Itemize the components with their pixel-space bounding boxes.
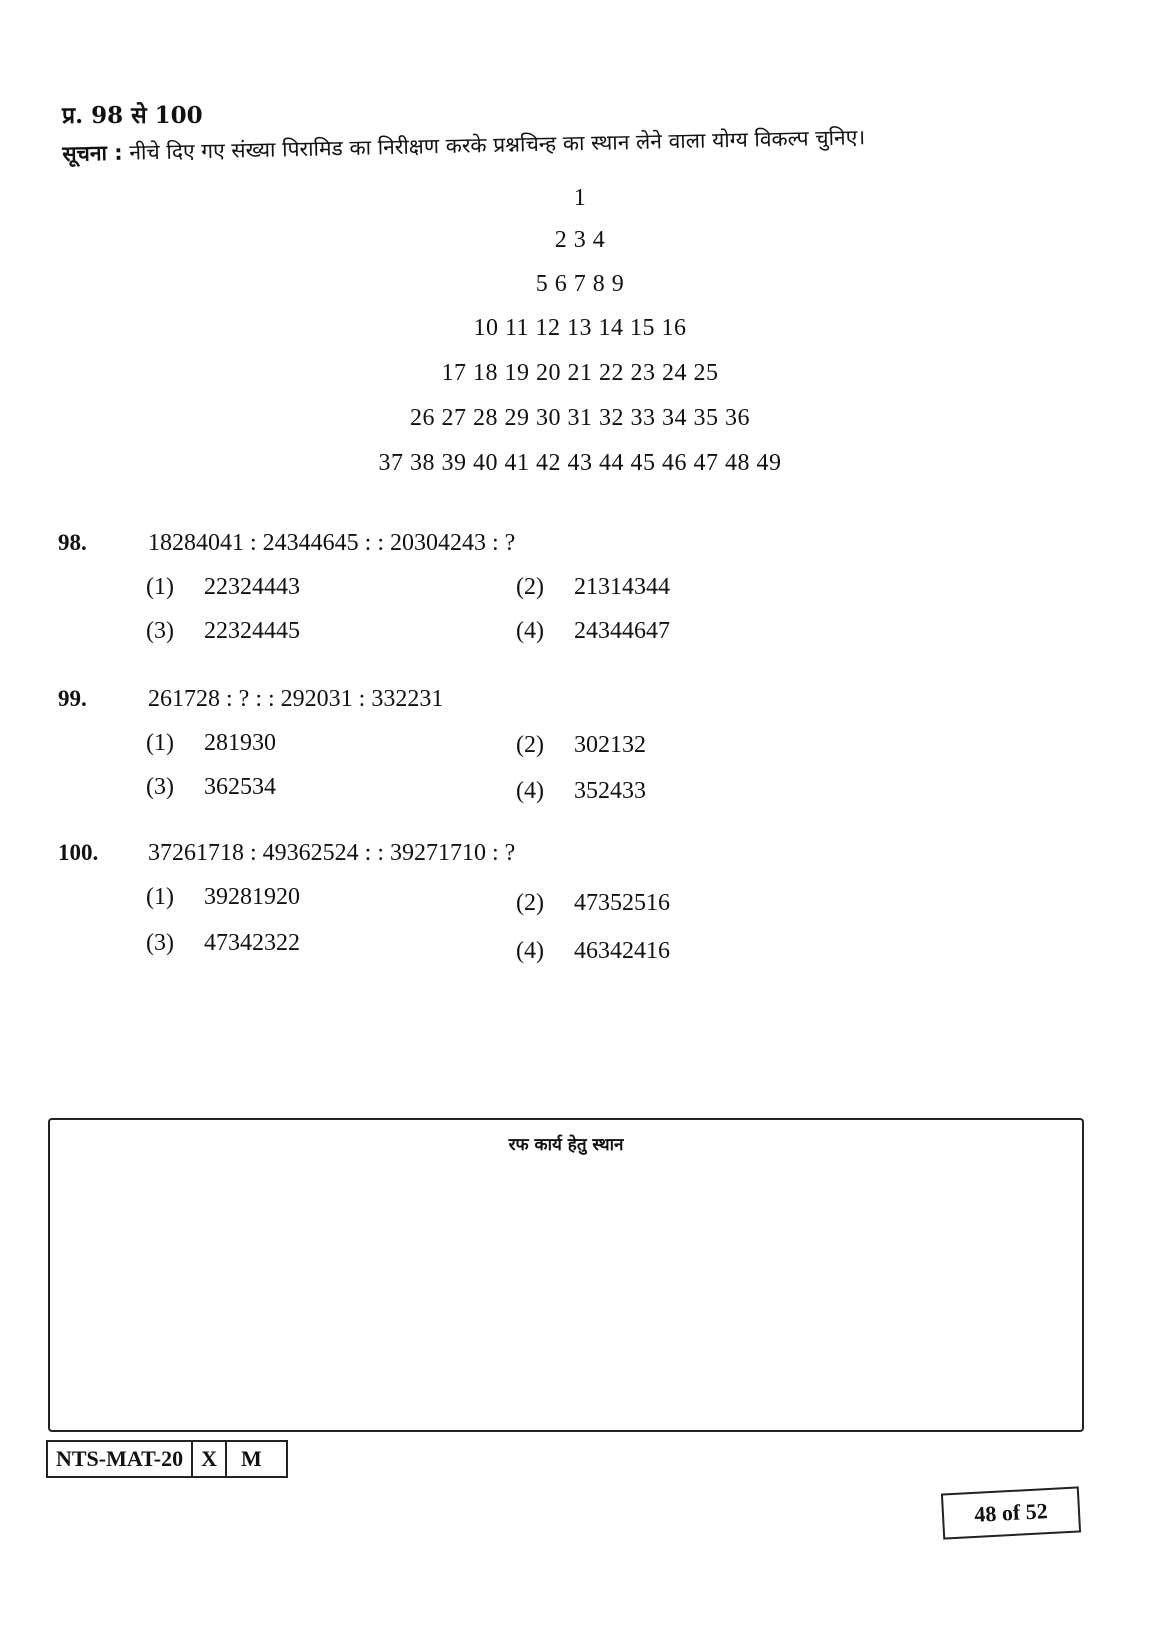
question-text: 261728 : ? : : 292031 : 332231 (148, 686, 444, 712)
option-number: (2) (516, 732, 544, 758)
pyramid-row: 10 11 12 13 14 15 16 (473, 315, 687, 341)
option-number: (2) (516, 574, 544, 600)
paper-medium: M (241, 1446, 262, 1471)
option-number: (3) (146, 930, 174, 956)
option-number: (4) (516, 778, 544, 804)
option-value: 352433 (574, 778, 646, 804)
option-3[interactable] (146, 930, 300, 957)
instruction-label: सूचना : (62, 140, 123, 166)
paper-set: X (193, 1442, 227, 1476)
instruction-text: नीचे दिए गए संख्या पिरामिड का निरीक्षण करके प्रश्नचिन्ह का स्थान लेने वाला योग्य विकल्प चुनिए। (129, 125, 866, 165)
option-value: 21314344 (574, 574, 670, 600)
pyramid-row: 5 6 7 8 9 (535, 271, 625, 297)
instruction (62, 118, 1122, 168)
option-4[interactable] (516, 618, 670, 645)
option-2[interactable] (516, 890, 670, 917)
pyramid-row: 1 (573, 185, 587, 211)
pyramid-row: 17 18 19 20 21 22 23 24 25 (441, 360, 719, 386)
rough-work-box (48, 1118, 1084, 1432)
option-value: 46342416 (574, 938, 670, 964)
option-2[interactable] (516, 574, 670, 601)
question-number: 99. (58, 686, 87, 711)
option-1[interactable] (146, 574, 300, 601)
option-number: (3) (146, 618, 174, 644)
option-number: (4) (516, 618, 544, 644)
option-3[interactable] (146, 774, 276, 801)
question-text: 18284041 : 24344645 : : 20304243 : ? (148, 530, 516, 556)
page-number: 48 of 52 (941, 1486, 1081, 1539)
paper-code: NTS-MAT-20 (48, 1442, 193, 1476)
section-heading: प्र. 98 से 100 (62, 102, 203, 129)
option-number: (1) (146, 884, 174, 910)
option-value: 24344647 (574, 618, 670, 644)
option-1[interactable] (146, 730, 276, 757)
option-number: (3) (146, 774, 174, 800)
pyramid-row: 2 3 4 (554, 227, 606, 253)
option-value: 39281920 (204, 884, 300, 910)
question-text: 37261718 : 49362524 : : 39271710 : ? (148, 840, 516, 866)
option-4[interactable] (516, 778, 646, 805)
option-value: 22324445 (204, 618, 300, 644)
option-value: 281930 (204, 730, 276, 756)
option-value: 47352516 (574, 890, 670, 916)
option-value: 47342322 (204, 930, 300, 956)
pyramid-row: 26 27 28 29 30 31 32 33 34 35 36 (410, 405, 750, 431)
option-value: 302132 (574, 732, 646, 758)
paper-code-box (46, 1440, 288, 1478)
question-number: 98. (58, 530, 87, 555)
option-number: (4) (516, 938, 544, 964)
rough-work-title: रफ कार्य हेतु स्थान (508, 1135, 624, 1155)
option-number: (2) (516, 890, 544, 916)
option-1[interactable] (146, 884, 300, 911)
option-number: (1) (146, 730, 174, 756)
option-value: 362534 (204, 774, 276, 800)
option-4[interactable] (516, 938, 670, 965)
option-value: 22324443 (204, 574, 300, 600)
option-2[interactable] (516, 732, 646, 759)
option-number: (1) (146, 574, 174, 600)
question-number: 100. (58, 840, 99, 865)
option-3[interactable] (146, 618, 300, 645)
pyramid-row: 37 38 39 40 41 42 43 44 45 46 47 48 49 (378, 450, 782, 476)
